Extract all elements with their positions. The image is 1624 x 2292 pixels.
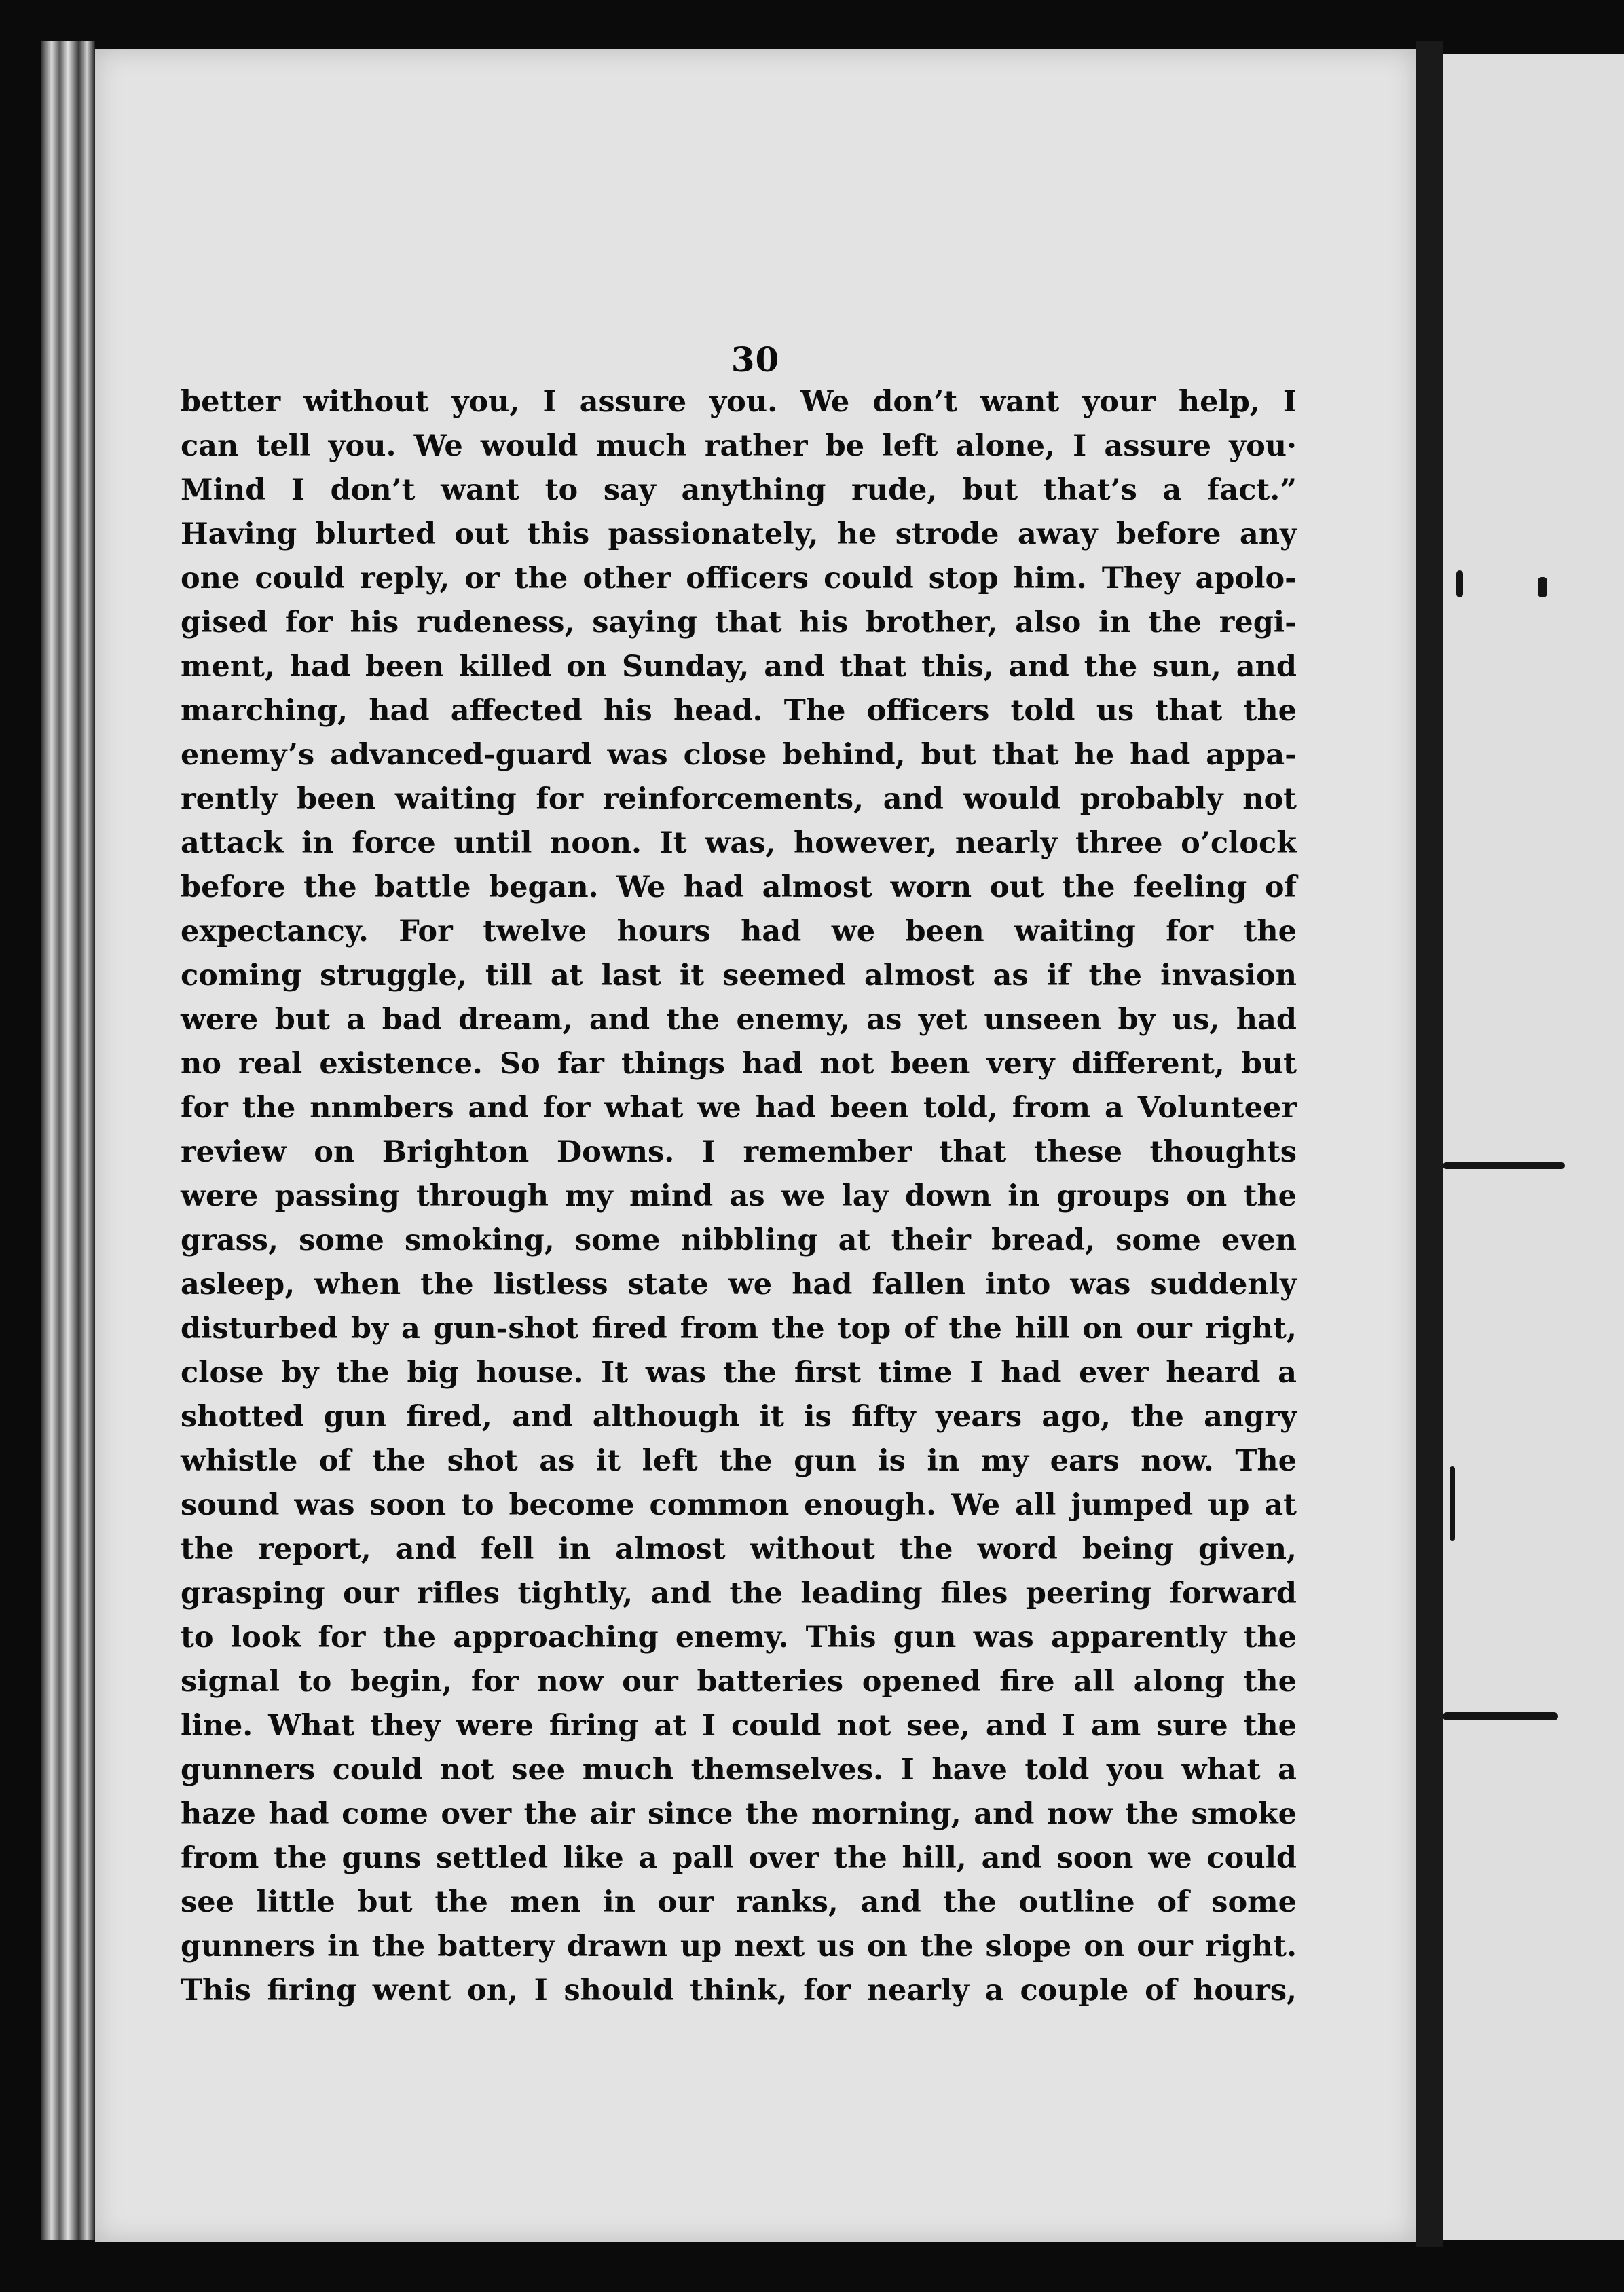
book-page-edges — [41, 41, 95, 2240]
text-line: rently been waiting for reinforcements, and would probably not — [181, 782, 1297, 816]
text-line: review on Brighton Downs. I remember that these thoughts — [181, 1135, 1297, 1169]
text-line: enemy’s advanced-guard was close behind, but that he had appa- — [181, 738, 1297, 772]
text-line: were but a bad dream, and the enemy, as yet unseen by us, had — [181, 1003, 1297, 1037]
text-line: gunners in the battery drawn up next us on the slope on our right. — [181, 1929, 1297, 1963]
text-line: This firing went on, I should think, for nearly a couple of hours, — [181, 1974, 1297, 2008]
text-line: marching, had affected his head. The officers told us that the — [181, 694, 1297, 728]
text-line: asleep, when the listless state we had fallen into was suddenly — [181, 1268, 1297, 1301]
text-line: see little but the men in our ranks, and the outline of some — [181, 1885, 1297, 1919]
ink-mark — [1538, 577, 1547, 597]
text-line: sound was soon to become common enough. We all jumped up at — [181, 1488, 1297, 1522]
book-gutter — [1416, 41, 1443, 2247]
facing-page-edge — [1443, 54, 1624, 2240]
page-body-text — [181, 380, 1297, 2013]
text-line: one could reply, or the other officers could stop him. They apolo- — [181, 561, 1297, 595]
text-line: haze had come over the air since the morning, and now the smoke — [181, 1797, 1297, 1831]
text-line: close by the big house. It was the first time I had ever heard a — [181, 1356, 1297, 1390]
text-line: the report, and fell in almost without the word being given, — [181, 1532, 1297, 1566]
ink-mark — [1456, 570, 1463, 597]
text-line: for the nnmbers and for what we had been told, from a Volunteer — [181, 1091, 1297, 1125]
text-line: coming struggle, till at last it seemed almost as if the invasion — [181, 959, 1297, 993]
text-line: attack in force until noon. It was, however, nearly three o’clock — [181, 826, 1297, 860]
text-line: can tell you. We would much rather be left alone, I assure you· — [181, 429, 1297, 463]
text-line: expectancy. For twelve hours had we been waiting for the — [181, 914, 1297, 948]
text-line: from the guns settled like a pall over the hill, and soon we could — [181, 1841, 1297, 1875]
thread-mark — [1443, 1712, 1558, 1720]
text-line: were passing through my mind as we lay down in groups on the — [181, 1179, 1297, 1213]
text-line: disturbed by a gun-shot fired from the top of the hill on our right, — [181, 1312, 1297, 1346]
text-line: to look for the approaching enemy. This gun was apparently the — [181, 1621, 1297, 1655]
text-line: whistle of the shot as it left the gun is in my ears now. The — [181, 1444, 1297, 1478]
text-line: grasping our rifles tightly, and the leading files peering forward — [181, 1576, 1297, 1610]
text-line: gised for his rudeness, saying that his brother, also in the regi- — [181, 606, 1297, 640]
text-line: Having blurted out this passionately, he strode away before any — [181, 517, 1297, 551]
text-line: gunners could not see much themselves. I have told you what a — [181, 1753, 1297, 1787]
text-line: shotted gun fired, and although it is fifty years ago, the angry — [181, 1400, 1297, 1434]
text-line: Mind I don’t want to say anything rude, but that’s a fact.” — [181, 473, 1297, 507]
text-line: grass, some smoking, some nibbling at their bread, some even — [181, 1223, 1297, 1257]
text-line: no real existence. So far things had not been very different, but — [181, 1047, 1297, 1081]
text-line: signal to begin, for now our batteries opened fire all along the — [181, 1665, 1297, 1699]
text-line: line. What they were firing at I could not see, and I am sure the — [181, 1709, 1297, 1743]
thread-mark — [1443, 1162, 1565, 1169]
ink-mark — [1450, 1466, 1455, 1541]
page-number: 30 — [731, 339, 780, 380]
text-line: better without you, I assure you. We don’t want your help, I — [181, 385, 1297, 419]
text-line: before the battle began. We had almost worn out the feeling of — [181, 870, 1297, 904]
text-line: ment, had been killed on Sunday, and that this, and the sun, and — [181, 650, 1297, 684]
